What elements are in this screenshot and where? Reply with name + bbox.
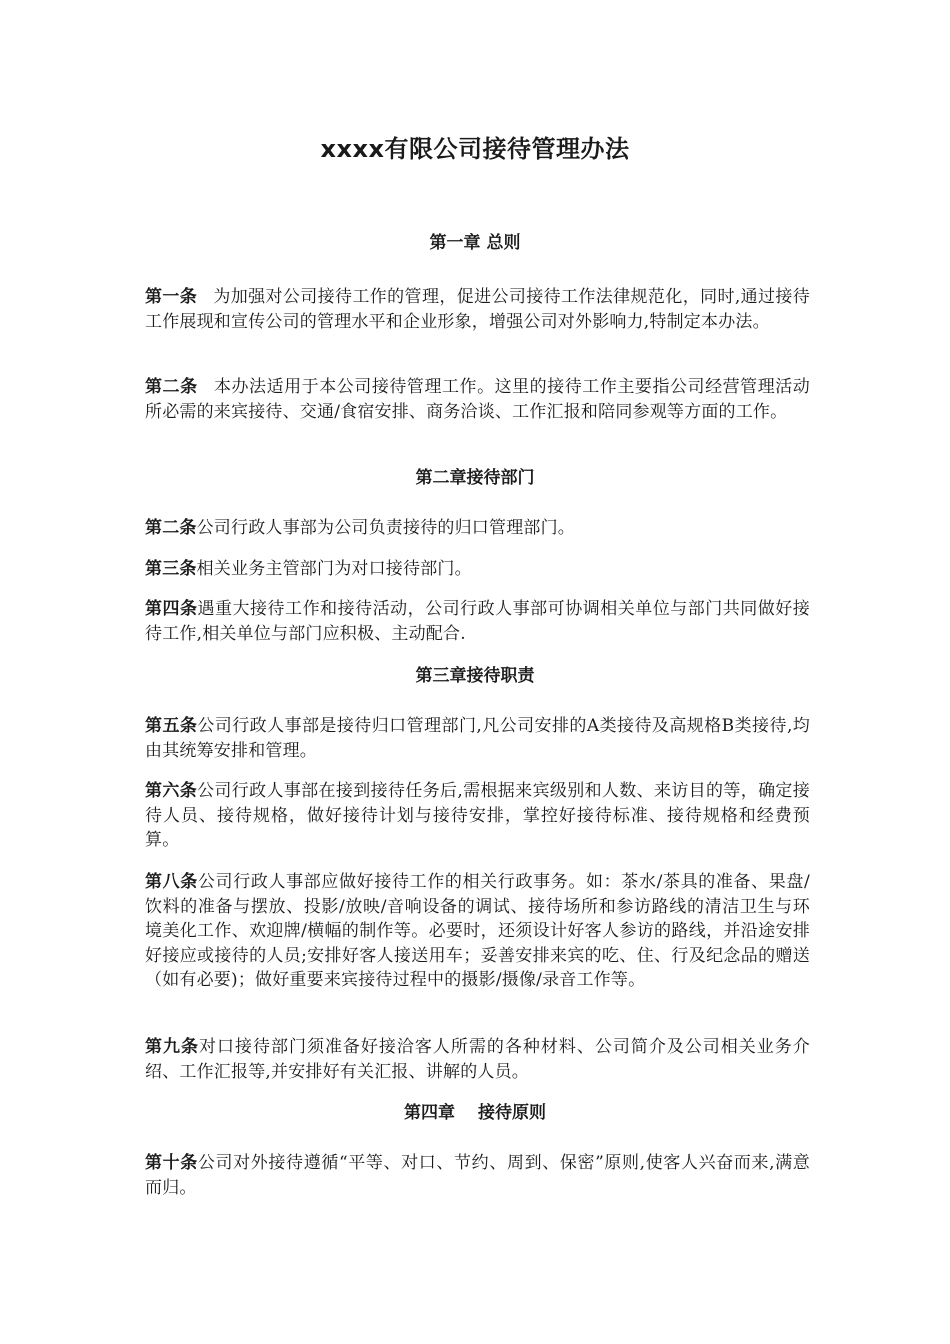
article-label: 第一条 (145, 287, 198, 307)
article-paragraph (145, 1035, 810, 1084)
chapter-heading-4: 第四章 接待原则 (404, 1103, 546, 1123)
article-paragraph (145, 597, 810, 646)
article-text: 相关业务主管部门为对口接待部门。 (196, 559, 472, 579)
article-text: 本办法适用于本公司接待管理工作。这里的接待工作主要指公司经营管理活动所必需的来宾接待、交通/食宿安排、商务洽谈、工作汇报和陪同参观等方面的工作。 (145, 377, 810, 422)
article-text: 公司行政人事部在接到接待任务后,需根据来宾级别和人数、来访目的等，确定接待人员、接待规格，做好接待计划与接待安排，掌控好接待标准、接待规格和经费预算。 (145, 781, 810, 850)
article-label: 第八条 (145, 872, 198, 892)
article-text: 遇重大接待工作和接待活动，公司行政人事部可协调相关单位与部门共同做好接待工作,相关单位与部门应积极、主动配合. (145, 599, 810, 644)
article-text: 为加强对公司接待工作的管理，促进公司接待工作法律规范化，同时,通过接待工作展现和宣传公司的管理水平和企业形象，增强公司对外影响力,特制定本办法。 (145, 287, 810, 332)
chapter-heading-1: 第一章 总则 (429, 233, 521, 253)
article-paragraph (145, 285, 810, 334)
article-paragraph (145, 870, 810, 993)
article-label: 第三条 (145, 559, 197, 579)
article-paragraph (145, 779, 810, 853)
article-label: 第四条 (145, 599, 198, 619)
article-paragraph (145, 714, 810, 763)
article-label: 第二条 (145, 518, 197, 538)
article-paragraph (145, 375, 810, 424)
chapter-heading-2: 第二章接待部门 (415, 468, 535, 488)
article-paragraph (145, 1151, 810, 1200)
chapter-heading-3: 第三章接待职责 (415, 666, 535, 686)
article-paragraph (145, 516, 810, 541)
article-paragraph (145, 557, 810, 582)
article-text: 公司行政人事部应做好接待工作的相关行政事务。如：茶水/茶具的准备、果盘/饮料的准备与摆放、投影/放映/音响设备的调试、接待场所和参访路线的清洁卫生与环境美化工作、欢迎牌/横幅的制作等。必要时，还须设计好客人参访的路线，并沿途安排好接应或接待的人员;安排好客人接送用车；妥善安排来宾的吃、住、行及纪念品的赠送（如有必要)；做好重要来宾接待过程中的摄影/摄像/录音工作等。 (145, 872, 810, 990)
article-text: 公司行政人事部为公司负责接待的归口管理部门。 (196, 518, 576, 538)
article-text: 公司行政人事部是接待归口管理部门,凡公司安排的A类接待及高规格B类接待,均由其统筹安排和管理。 (145, 716, 810, 761)
document-title: xxxx有限公司接待管理办法 (320, 135, 630, 163)
article-label: 第六条 (145, 781, 198, 801)
article-label: 第五条 (145, 716, 198, 736)
article-label: 第十条 (145, 1153, 198, 1173)
article-label: 第九条 (145, 1037, 199, 1057)
article-text: 对口接待部门须准备好接洽客人所需的各种材料、公司简介及公司相关业务介绍、工作汇报等,并安排好有关汇报、讲解的人员。 (145, 1037, 810, 1082)
article-label: 第二条 (145, 377, 198, 397)
article-text: 公司对外接待遵循“平等、对口、节约、周到、保密”原则,使客人兴奋而来,满意而归。 (145, 1153, 810, 1198)
